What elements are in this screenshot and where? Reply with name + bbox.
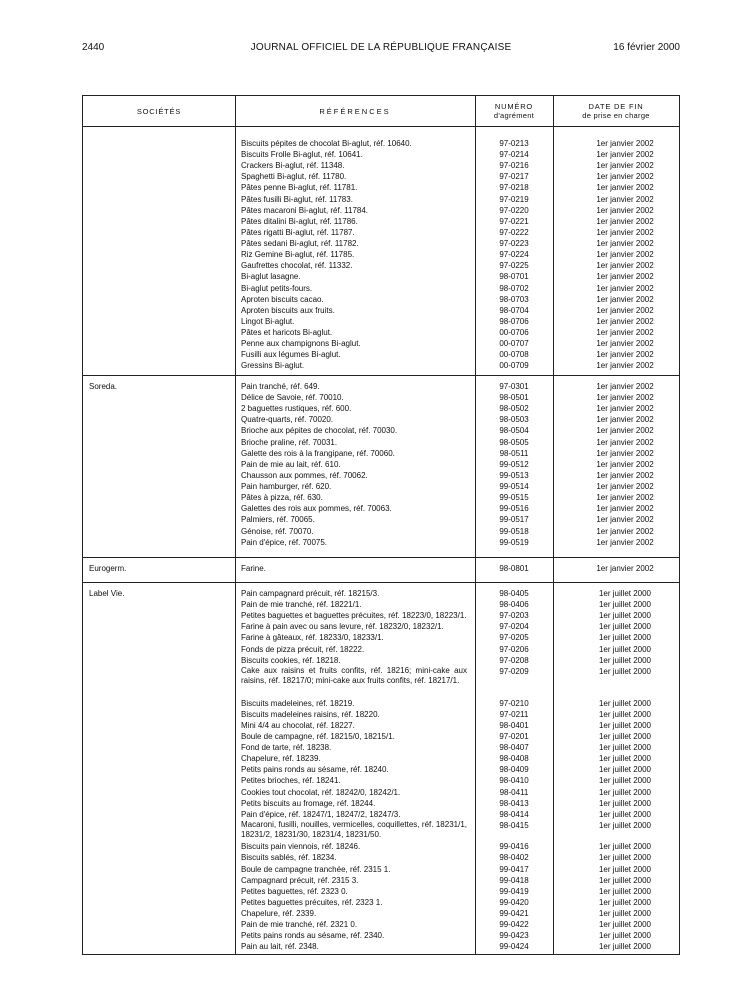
table-row — [83, 731, 679, 742]
column-header-label: NUMÉRO — [494, 102, 534, 111]
product-reference: Lingot Bi-aglut. — [241, 316, 295, 326]
product-reference: Palmiers, réf. 70065. — [241, 515, 315, 525]
approval-number: 97-0221 — [499, 216, 529, 226]
approval-number: 97-0224 — [499, 250, 529, 260]
product-reference: Petites baguettes, réf. 2323 0. — [241, 886, 348, 896]
end-date: 1er janvier 2002 — [596, 205, 654, 215]
product-reference: Pain d'épice, réf. 18247/1, 18247/2, 18247/3. — [241, 809, 401, 819]
approval-number: 97-0201 — [499, 732, 529, 741]
approval-number: 97-0210 — [499, 698, 529, 708]
table-row — [83, 930, 679, 941]
end-date: 1er juillet 2000 — [598, 809, 652, 819]
table-row — [83, 160, 679, 171]
end-date: 1er juillet 2000 — [598, 820, 652, 830]
column-header-date — [553, 96, 679, 126]
approval-number: 97-0203 — [499, 611, 529, 621]
end-date: 1er janvier 2002 — [596, 172, 654, 182]
approval-number: 98-0408 — [499, 754, 529, 764]
product-reference: Bi-aglut lasagne. — [241, 272, 301, 282]
approval-number: 98-0704 — [499, 305, 529, 315]
approval-number: 99-0424 — [499, 942, 529, 952]
column-header-label: DATE DE FIN — [588, 102, 644, 111]
end-date: 1er janvier 2002 — [596, 250, 654, 260]
approval-number: 97-0208 — [499, 655, 529, 665]
approval-number: 99-0422 — [499, 920, 529, 930]
product-reference: Bi-aglut petits-fours. — [241, 283, 313, 293]
end-date: 1er juillet 2000 — [598, 909, 652, 919]
product-reference: Biscuits madeleines, réf. 18219. — [241, 698, 355, 708]
approval-number: 98-0701 — [499, 272, 529, 282]
end-date: 1er janvier 2002 — [596, 305, 654, 315]
approval-number: 97-0218 — [499, 183, 529, 193]
product-reference: Mini 4/4 au chocolat, réf. 18227. — [241, 720, 355, 730]
end-date: 1er janvier 2002 — [596, 139, 654, 148]
table-row — [83, 632, 679, 643]
end-date: 1er janvier 2002 — [596, 526, 654, 536]
product-reference: Campagnard précuit, réf. 2315 3. — [241, 875, 359, 885]
approval-number: 97-0301 — [499, 382, 529, 391]
table-row — [83, 381, 679, 392]
product-reference: Pain campagnard précuit, réf. 18215/3. — [241, 589, 380, 598]
table-row — [83, 698, 679, 709]
approval-number: 98-0411 — [499, 787, 529, 797]
column-header-numero — [475, 96, 553, 126]
approval-number: 97-0213 — [499, 139, 529, 148]
company-name: Eurogerm. — [89, 564, 127, 573]
end-date: 1er juillet 2000 — [598, 853, 652, 863]
product-reference: Cake aux raisins et fruits confits, réf. 18216; mini-cake aux raisins, réf. 18217/0; mini-cake aux fruits confits, réf. 18217/1. — [241, 665, 467, 686]
end-date: 1er janvier 2002 — [596, 404, 654, 414]
end-date: 1er janvier 2002 — [596, 216, 654, 226]
product-reference: Biscuits pain viennois, réf. 18246. — [241, 842, 361, 852]
approval-number: 99-0514 — [499, 482, 529, 492]
table-row — [83, 316, 679, 327]
table-row — [83, 216, 679, 227]
product-reference: Pain tranché, réf. 649. — [241, 382, 320, 391]
end-date: 1er juillet 2000 — [598, 622, 652, 632]
company-name: Soreda. — [89, 382, 118, 391]
end-date: 1er juillet 2000 — [598, 611, 652, 621]
approval-number: 98-0501 — [499, 393, 529, 403]
product-reference: Farine à pain avec ou sans levure, réf. 18232/0, 18232/1. — [241, 622, 444, 632]
end-date: 1er juillet 2000 — [598, 875, 652, 885]
approval-number: 97-0220 — [499, 205, 529, 215]
table-row — [83, 941, 679, 952]
table-row — [83, 644, 679, 655]
end-date: 1er juillet 2000 — [598, 666, 652, 676]
product-reference: Spaghetti Bi-aglut, réf. 11780. — [241, 172, 347, 182]
end-date: 1er juillet 2000 — [598, 644, 652, 654]
approval-number: 00-0708 — [499, 350, 529, 360]
end-date: 1er juillet 2000 — [598, 600, 652, 610]
product-reference: Chapelure, réf. 18239. — [241, 754, 321, 764]
approval-number: 97-0214 — [499, 150, 529, 160]
approval-number: 99-0516 — [499, 504, 529, 514]
end-date: 1er juillet 2000 — [598, 787, 652, 797]
product-reference: Petits pains ronds au sésame, réf. 18240. — [241, 765, 389, 775]
end-date: 1er janvier 2002 — [596, 294, 654, 304]
approval-number: 98-0413 — [499, 798, 529, 808]
approval-table — [82, 95, 680, 955]
end-date: 1er janvier 2002 — [596, 515, 654, 525]
product-reference: Fond de tarte, réf. 18238. — [241, 743, 332, 753]
product-reference: Boule de campagne, réf. 18215/0, 18215/1. — [241, 732, 395, 741]
table-row — [83, 425, 679, 436]
end-date: 1er juillet 2000 — [598, 886, 652, 896]
end-date: 1er juillet 2000 — [598, 776, 652, 786]
table-row — [83, 459, 679, 470]
table-row — [83, 798, 679, 809]
approval-number: 97-0217 — [499, 172, 529, 182]
product-reference: Pâtes ditalini Bi-aglut, réf. 11786. — [241, 216, 358, 226]
end-date: 1er janvier 2002 — [596, 227, 654, 237]
product-reference: Pâtes rigatti Bi-aglut, réf. 11787. — [241, 227, 355, 237]
journal-title: JOURNAL OFFICIEL DE LA RÉPUBLIQUE FRANÇAISE — [250, 42, 512, 53]
page-header — [82, 42, 680, 56]
approval-number: 00-0707 — [499, 339, 529, 349]
product-reference: Fusilli aux légumes Bi-aglut. — [241, 350, 341, 360]
product-reference: Cookies tout chocolat, réf. 18242/0, 18242/1. — [241, 787, 401, 797]
table-row — [83, 349, 679, 360]
end-date: 1er janvier 2002 — [596, 272, 654, 282]
table-row — [83, 875, 679, 886]
section-divider — [83, 582, 679, 583]
approval-number: 97-0223 — [499, 239, 529, 249]
end-date: 1er janvier 2002 — [596, 161, 654, 171]
product-reference: Petites brioches, réf. 18241. — [241, 776, 341, 786]
approval-number: 98-0410 — [499, 776, 529, 786]
approval-number: 99-0417 — [499, 864, 529, 874]
issue-date: 16 février 2000 — [613, 42, 680, 53]
table-row — [83, 305, 679, 316]
product-reference: Pâtes penne Bi-aglut, réf. 11781. — [241, 183, 358, 193]
section-divider — [83, 557, 679, 558]
product-reference: Petites baguettes et baguettes précuites, réf. 18223/0, 18223/1. — [241, 611, 467, 621]
approval-number: 98-0702 — [499, 283, 529, 293]
end-date: 1er juillet 2000 — [598, 698, 652, 708]
product-reference: Pain d'épice, réf. 70075. — [241, 537, 328, 547]
approval-number: 97-0222 — [499, 227, 529, 237]
end-date: 1er janvier 2002 — [596, 537, 654, 547]
column-header-references — [235, 96, 475, 126]
product-reference: Biscuits madeleines raisins, réf. 18220. — [241, 709, 380, 719]
end-date: 1er juillet 2000 — [598, 765, 652, 775]
product-reference: Petites baguettes précuites, réf. 2323 1. — [241, 897, 383, 907]
product-reference: Petits biscuits au fromage, réf. 18244. — [241, 798, 376, 808]
product-reference: Gaufrettes chocolat, réf. 11332. — [241, 261, 353, 271]
table-row — [83, 283, 679, 294]
table-row — [83, 775, 679, 786]
table-row — [83, 588, 679, 599]
end-date: 1er juillet 2000 — [598, 920, 652, 930]
table-row — [83, 526, 679, 537]
approval-number: 99-0420 — [499, 897, 529, 907]
approval-number: 97-0204 — [499, 622, 529, 632]
end-date: 1er janvier 2002 — [596, 437, 654, 447]
approval-number: 98-0405 — [499, 589, 529, 598]
table-row — [83, 327, 679, 338]
end-date: 1er janvier 2002 — [596, 361, 654, 371]
product-reference: Chapelure, réf. 2339. — [241, 909, 317, 919]
approval-number: 99-0517 — [499, 515, 529, 525]
product-reference: Génoise, réf. 70070. — [241, 526, 314, 536]
approval-number: 98-0706 — [499, 316, 529, 326]
end-date: 1er janvier 2002 — [596, 183, 654, 193]
product-reference: Crackers Bi-aglut, réf. 11348. — [241, 161, 345, 171]
approval-number: 99-0513 — [499, 470, 529, 480]
end-date: 1er janvier 2002 — [596, 482, 654, 492]
end-date: 1er janvier 2002 — [596, 564, 654, 573]
column-header-label: SOCIÉTÉS — [136, 106, 182, 116]
approval-number: 98-0511 — [499, 448, 529, 458]
table-row — [83, 787, 679, 798]
approval-number: 98-0414 — [499, 809, 529, 819]
end-date: 1er juillet 2000 — [598, 798, 652, 808]
product-reference: Biscuits Frolle Bi-aglut, réf. 10641. — [241, 150, 363, 160]
end-date: 1er juillet 2000 — [598, 720, 652, 730]
end-date: 1er janvier 2002 — [596, 393, 654, 403]
approval-number: 99-0512 — [499, 459, 529, 469]
column-header-sublabel: de prise en charge — [582, 111, 650, 120]
table-row — [83, 171, 679, 182]
approval-number: 98-0407 — [499, 743, 529, 753]
approval-number: 99-0423 — [499, 931, 529, 941]
product-reference: Biscuits sablés, réf. 18234. — [241, 853, 337, 863]
approval-number: 98-0801 — [499, 564, 529, 573]
product-reference: Pain hamburger, réf. 620. — [241, 482, 332, 492]
column-header-societes — [83, 96, 235, 126]
end-date: 1er juillet 2000 — [598, 743, 652, 753]
product-reference: Fonds de pizza précuit, réf. 18222. — [241, 644, 365, 654]
end-date: 1er juillet 2000 — [598, 732, 652, 741]
table-row — [83, 841, 679, 852]
approval-number: 99-0519 — [499, 537, 529, 547]
approval-number: 97-0211 — [499, 709, 529, 719]
product-reference: Boule de campagne tranchée, réf. 2315 1. — [241, 864, 391, 874]
approval-number: 98-0415 — [499, 820, 529, 830]
end-date: 1er janvier 2002 — [596, 239, 654, 249]
approval-number: 99-0419 — [499, 886, 529, 896]
product-reference: Galette des rois à la frangipane, réf. 70060. — [241, 448, 395, 458]
header-divider — [83, 126, 679, 127]
approval-number: 98-0402 — [499, 853, 529, 863]
table-row — [83, 338, 679, 349]
product-reference: Quatre-quarts, réf. 70020. — [241, 415, 334, 425]
table-row — [83, 149, 679, 160]
approval-number: 99-0518 — [499, 526, 529, 536]
product-reference: Pâtes et haricots Bi-aglut. — [241, 328, 333, 338]
table-row — [83, 492, 679, 503]
end-date: 1er janvier 2002 — [596, 316, 654, 326]
product-reference: Pâtes macaroni Bi-aglut, réf. 11784. — [241, 205, 369, 215]
end-date: 1er janvier 2002 — [596, 448, 654, 458]
column-header-label: RÉFÉRENCES — [319, 106, 391, 116]
table-row — [83, 514, 679, 525]
product-reference: Pain au lait, réf. 2348. — [241, 942, 319, 952]
end-date: 1er janvier 2002 — [596, 261, 654, 271]
end-date: 1er janvier 2002 — [596, 328, 654, 338]
approval-number: 97-0225 — [499, 261, 529, 271]
table-row — [83, 194, 679, 205]
product-reference: Pâtes à pizza, réf. 630. — [241, 493, 323, 503]
product-reference: Penne aux champignons Bi-aglut. — [241, 339, 361, 349]
table-row — [83, 138, 679, 149]
table-row — [83, 864, 679, 875]
table-row — [83, 503, 679, 514]
product-reference: Petits pains ronds au sésame, réf. 2340. — [241, 931, 385, 941]
end-date: 1er juillet 2000 — [598, 655, 652, 665]
product-reference: Farine. — [241, 564, 266, 573]
table-row — [83, 709, 679, 720]
column-header-sublabel: d'agrément — [493, 111, 535, 120]
table-row — [83, 448, 679, 459]
table-row — [83, 621, 679, 632]
table-row — [83, 720, 679, 731]
approval-number: 98-0409 — [499, 765, 529, 775]
approval-number: 99-0416 — [499, 842, 529, 852]
product-reference: Pain de mie au lait, réf. 610. — [241, 459, 341, 469]
table-row — [83, 897, 679, 908]
approval-number: 98-0505 — [499, 437, 529, 447]
table-row — [83, 908, 679, 919]
approval-number: 99-0515 — [499, 493, 529, 503]
approval-number: 98-0504 — [499, 426, 529, 436]
table-row — [83, 537, 679, 548]
table-row — [83, 610, 679, 621]
table-row — [83, 886, 679, 897]
table-row — [83, 470, 679, 481]
section-divider — [83, 375, 679, 376]
end-date: 1er janvier 2002 — [596, 426, 654, 436]
end-date: 1er janvier 2002 — [596, 194, 654, 204]
approval-number: 00-0709 — [499, 361, 529, 371]
product-reference: Brioche aux pépites de chocolat, réf. 70030. — [241, 426, 398, 436]
end-date: 1er janvier 2002 — [596, 504, 654, 514]
company-name: Label Vie. — [89, 589, 125, 598]
table-row — [83, 227, 679, 238]
product-reference: 2 baguettes rustiques, réf. 600. — [241, 404, 352, 414]
table-row — [83, 655, 679, 666]
end-date: 1er janvier 2002 — [596, 415, 654, 425]
table-row — [83, 742, 679, 753]
product-reference: Pâtes fusilli Bi-aglut, réf. 11783. — [241, 194, 353, 204]
approval-number: 99-0418 — [499, 875, 529, 885]
end-date: 1er janvier 2002 — [596, 339, 654, 349]
table-row — [83, 481, 679, 492]
approval-number: 98-0502 — [499, 404, 529, 414]
table-row — [83, 271, 679, 282]
end-date: 1er janvier 2002 — [596, 493, 654, 503]
end-date: 1er juillet 2000 — [598, 754, 652, 764]
table-row — [83, 414, 679, 425]
end-date: 1er janvier 2002 — [596, 150, 654, 160]
table-row — [83, 764, 679, 775]
product-reference: Macaroni, fusilli, nouilles, vermicelles, coquillettes, réf. 18231/1, 18231/2, 18231/30, 18231/4, 18231/50. — [241, 819, 467, 840]
table-row — [83, 852, 679, 863]
approval-number: 97-0206 — [499, 644, 529, 654]
end-date: 1er juillet 2000 — [598, 897, 652, 907]
product-reference: Farine à gâteaux, réf. 18233/0, 18233/1. — [241, 633, 384, 643]
table-row — [83, 249, 679, 260]
table-row — [83, 919, 679, 930]
product-reference: Gressins Bi-aglut. — [241, 361, 305, 371]
table-row — [83, 238, 679, 249]
table-row — [83, 820, 679, 841]
end-date: 1er juillet 2000 — [598, 864, 652, 874]
approval-number: 98-0401 — [499, 720, 529, 730]
end-date: 1er juillet 2000 — [598, 942, 652, 952]
end-date: 1er janvier 2002 — [596, 382, 654, 391]
product-reference: Riz Gemine Bi-aglut, réf. 11785. — [241, 250, 355, 260]
end-date: 1er janvier 2002 — [596, 283, 654, 293]
end-date: 1er juillet 2000 — [598, 709, 652, 719]
approval-number: 00-0706 — [499, 328, 529, 338]
end-date: 1er juillet 2000 — [598, 842, 652, 852]
approval-number: 97-0216 — [499, 161, 529, 171]
product-reference: Délice de Savoie, réf. 70010. — [241, 393, 344, 403]
product-reference: Pain de mie tranché, réf. 2321 0. — [241, 920, 358, 930]
table-row — [83, 360, 679, 371]
end-date: 1er juillet 2000 — [598, 633, 652, 643]
end-date: 1er janvier 2002 — [596, 470, 654, 480]
product-reference: Biscuits pépites de chocolat Bi-aglut, réf. 10640. — [241, 139, 412, 148]
approval-number: 98-0703 — [499, 294, 529, 304]
product-reference: Chausson aux pommes, réf. 70062. — [241, 470, 368, 480]
approval-number: 98-0503 — [499, 415, 529, 425]
product-reference: Pâtes sedani Bi-aglut, réf. 11782. — [241, 239, 359, 249]
product-reference: Aproten biscuits cacao. — [241, 294, 324, 304]
product-reference: Brioche praline, réf. 70031. — [241, 437, 338, 447]
end-date: 1er janvier 2002 — [596, 459, 654, 469]
table-row — [83, 753, 679, 764]
table-row — [83, 294, 679, 305]
product-reference: Galettes des rois aux pommes, réf. 70063. — [241, 504, 392, 514]
table-row — [83, 666, 679, 697]
end-date: 1er juillet 2000 — [598, 589, 652, 598]
product-reference: Pain de mie tranché, réf. 18221/1. — [241, 600, 362, 610]
table-row — [83, 182, 679, 193]
approval-number: 97-0219 — [499, 194, 529, 204]
table-row — [83, 392, 679, 403]
product-reference: Biscuits cookies, réf. 18218. — [241, 655, 341, 665]
product-reference: Aproten biscuits aux fruits. — [241, 305, 335, 315]
page-number: 2440 — [82, 42, 105, 53]
approval-number: 97-0205 — [499, 633, 529, 643]
table-row — [83, 205, 679, 216]
table-row — [83, 437, 679, 448]
table-row — [83, 260, 679, 271]
end-date: 1er janvier 2002 — [596, 350, 654, 360]
approval-number: 97-0209 — [499, 666, 529, 676]
table-row — [83, 599, 679, 610]
approval-number: 98-0406 — [499, 600, 529, 610]
end-date: 1er juillet 2000 — [598, 931, 652, 941]
table-row — [83, 809, 679, 820]
table-row — [83, 403, 679, 414]
table-row — [83, 563, 679, 574]
approval-number: 99-0421 — [499, 909, 529, 919]
